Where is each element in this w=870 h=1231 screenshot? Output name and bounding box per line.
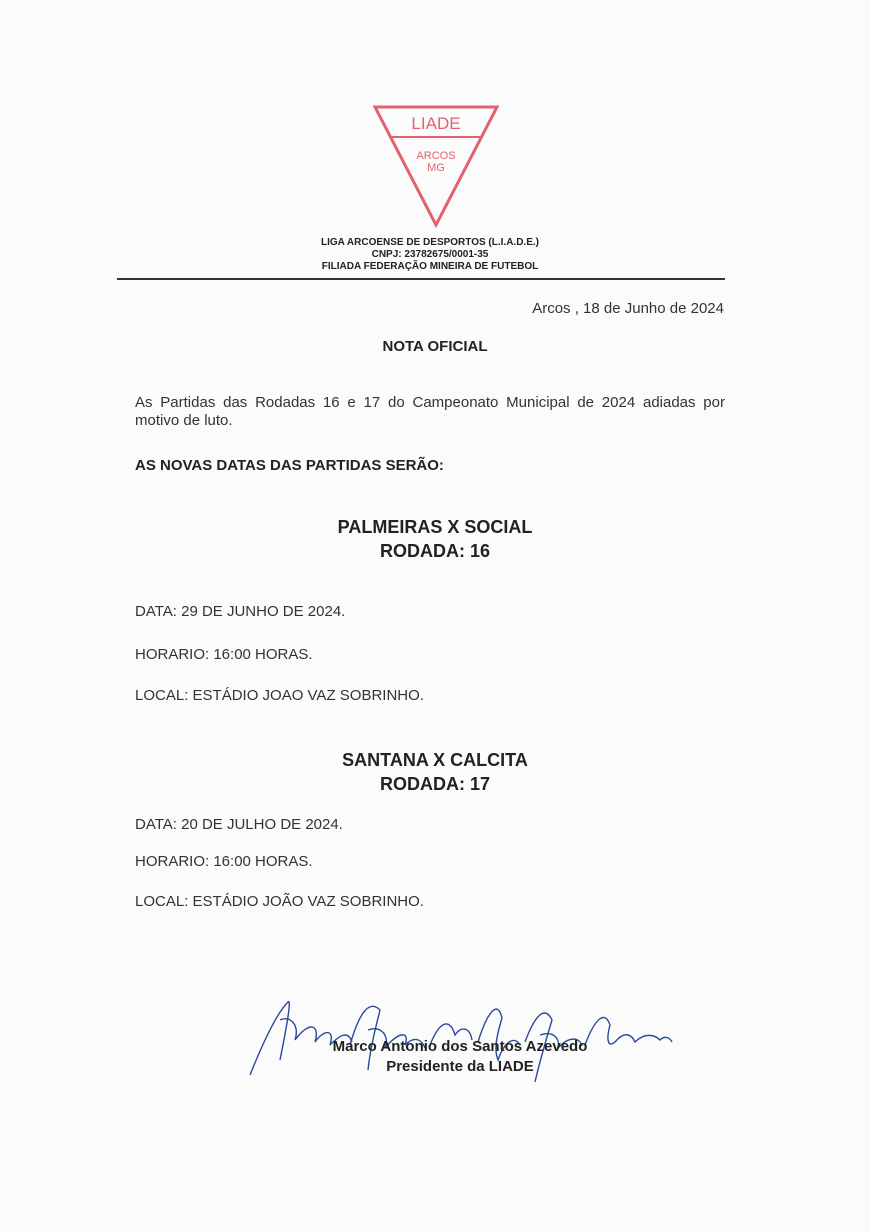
document-title: NOTA OFICIAL [382, 338, 488, 355]
match-1-heading [0, 515, 870, 563]
match-2-heading [0, 748, 870, 796]
match-1-round: RODADA: 16 [379, 541, 490, 561]
org-affiliation: FILIADA FEDERAÇÃO MINEIRA DE FUTEBOL [321, 261, 539, 272]
match-2-round: RODADA: 17 [379, 774, 490, 794]
org-name: LIGA ARCOENSE DE DESPORTOS (L.I.A.D.E.) [321, 237, 539, 248]
logo-title: LIADE [411, 114, 461, 133]
match-2-teams: SANTANA X CALCITA [342, 750, 528, 770]
match-1-time: HORARIO: 16:00 HORAS. [135, 646, 313, 663]
document-date: Arcos , 18 de Junho de 2024 [532, 300, 724, 317]
match-1-venue: LOCAL: ESTÁDIO JOAO VAZ SOBRINHO. [135, 687, 424, 704]
new-dates-heading: AS NOVAS DATAS DAS PARTIDAS SERÃO: [135, 457, 444, 474]
match-1-teams: PALMEIRAS X SOCIAL [337, 517, 533, 537]
org-cnpj: CNPJ: 23782675/0001-35 [371, 249, 489, 260]
signatory-role: Presidente da LIADE [386, 1058, 534, 1075]
logo-line2: MG [427, 162, 445, 174]
match-2-date: DATA: 20 DE JULHO DE 2024. [135, 816, 343, 833]
logo-line1: ARCOS [416, 150, 456, 162]
signatory-name: Marco Antonio dos Santos Azevedo [332, 1038, 588, 1055]
announcement-body: As Partidas das Rodadas 16 e 17 do Campeonato Municipal de 2024 adiadas por motivo de luto. [135, 394, 725, 429]
header-divider [117, 278, 725, 280]
organization-header [230, 237, 630, 273]
match-2-time: HORARIO: 16:00 HORAS. [135, 853, 313, 870]
liade-logo [372, 104, 500, 230]
match-2-venue: LOCAL: ESTÁDIO JOÃO VAZ SOBRINHO. [135, 893, 424, 910]
match-1-date: DATA: 29 DE JUNHO DE 2024. [135, 603, 346, 620]
